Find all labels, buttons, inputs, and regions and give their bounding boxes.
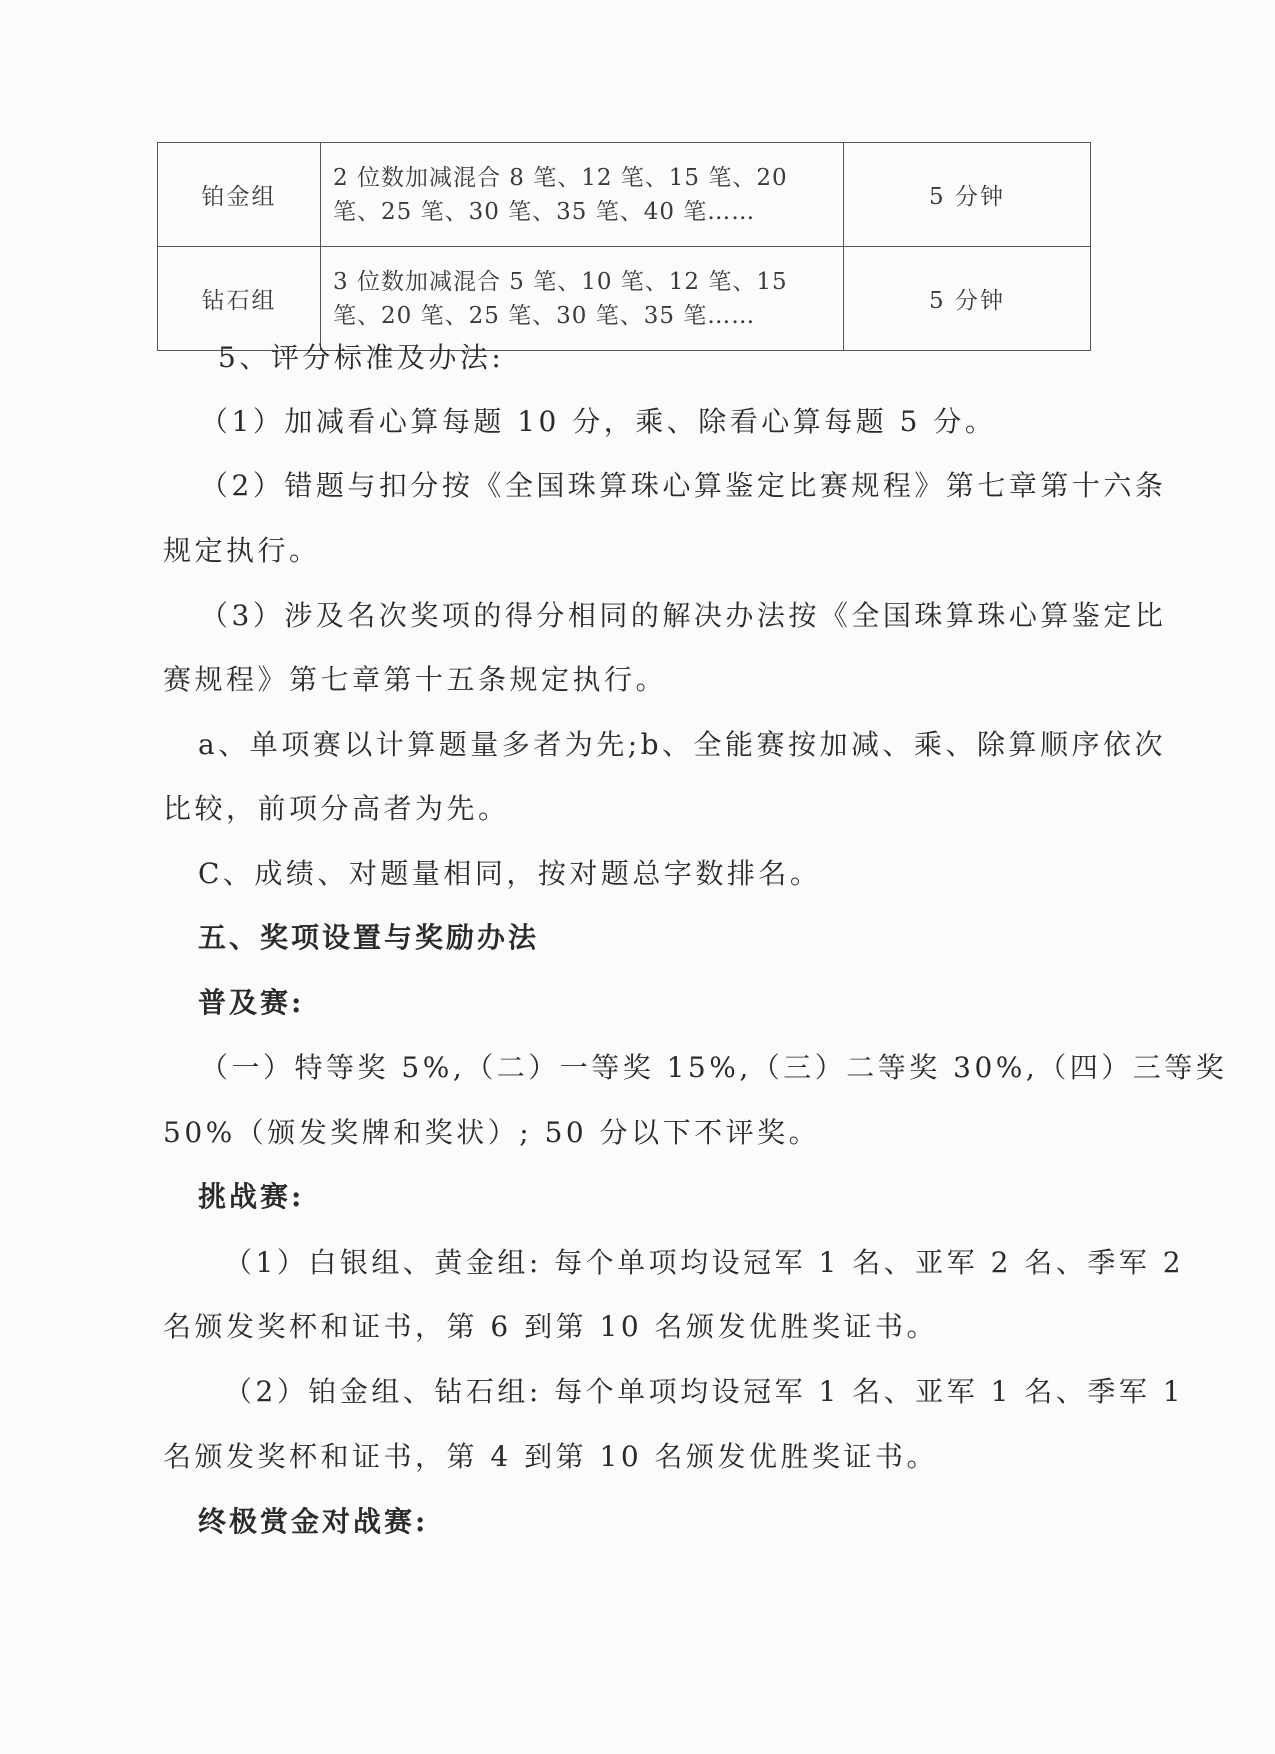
awards-heading: 五、奖项设置与奖励办法 — [198, 921, 540, 954]
group-desc-cell: 3 位数加减混合 5 笔、10 笔、12 笔、15 笔、20 笔、25 笔、30 笔、35 笔…… — [321, 247, 844, 351]
challenge-heading: 挑战赛: — [198, 1180, 305, 1213]
popular-line-2: 50%（颁发奖牌和奖状）; 50 分以下不评奖。 — [163, 1116, 821, 1149]
challenge-item-1-line-2: 名颁发奖杯和证书，第 6 到第 10 名颁发优胜奖证书。 — [163, 1310, 939, 1343]
bounty-heading: 终极赏金对战赛: — [198, 1505, 429, 1538]
group-name-cell: 铂金组 — [158, 143, 321, 247]
table-row — [158, 143, 1091, 247]
scoring-heading: 5、评分标准及办法: — [218, 341, 505, 374]
scoring-item-2-line-1: （2）错题与扣分按《全国珠算珠心算鉴定比赛规程》第七章第十六条 — [200, 469, 1167, 502]
group-name-cell: 钻石组 — [158, 247, 321, 351]
group-desc-cell: 2 位数加减混合 8 笔、12 笔、15 笔、20 笔、25 笔、30 笔、35 笔、40 笔…… — [321, 143, 844, 247]
table-row — [158, 247, 1091, 351]
popular-line-1: （一）特等奖 5%,（二）一等奖 15%,（三）二等奖 30%,（四）三等奖 — [200, 1051, 1228, 1084]
challenge-item-2-line-1: （2）铂金组、钻石组: 每个单项均设冠军 1 名、亚军 1 名、季军 1 — [224, 1375, 1185, 1408]
scoring-item-ab-line-2: 比较，前项分高者为先。 — [163, 792, 510, 825]
group-time-cell: 5 分钟 — [844, 247, 1091, 351]
group-table — [157, 142, 1091, 351]
challenge-item-2-line-2: 名颁发奖杯和证书，第 4 到第 10 名颁发优胜奖证书。 — [163, 1440, 939, 1473]
challenge-item-1-line-1: （1）白银组、黄金组: 每个单项均设冠军 1 名、亚军 2 名、季军 2 — [224, 1246, 1185, 1279]
scoring-item-c: C、成绩、对题量相同，按对题总字数排名。 — [198, 857, 822, 890]
scoring-item-3-line-1: （3）涉及名次奖项的得分相同的解决办法按《全国珠算珠心算鉴定比 — [200, 599, 1167, 632]
scoring-item-2-line-2: 规定执行。 — [163, 534, 321, 567]
scoring-item-1: （1）加减看心算每题 10 分，乘、除看心算每题 5 分。 — [200, 405, 997, 438]
scoring-item-ab-line-1: a、单项赛以计算题量多者为先;b、全能赛按加减、乘、除算顺序依次 — [198, 728, 1167, 761]
popular-heading: 普及赛: — [198, 986, 305, 1019]
group-time-cell: 5 分钟 — [844, 143, 1091, 247]
scoring-item-3-line-2: 赛规程》第七章第十五条规定执行。 — [163, 663, 668, 696]
